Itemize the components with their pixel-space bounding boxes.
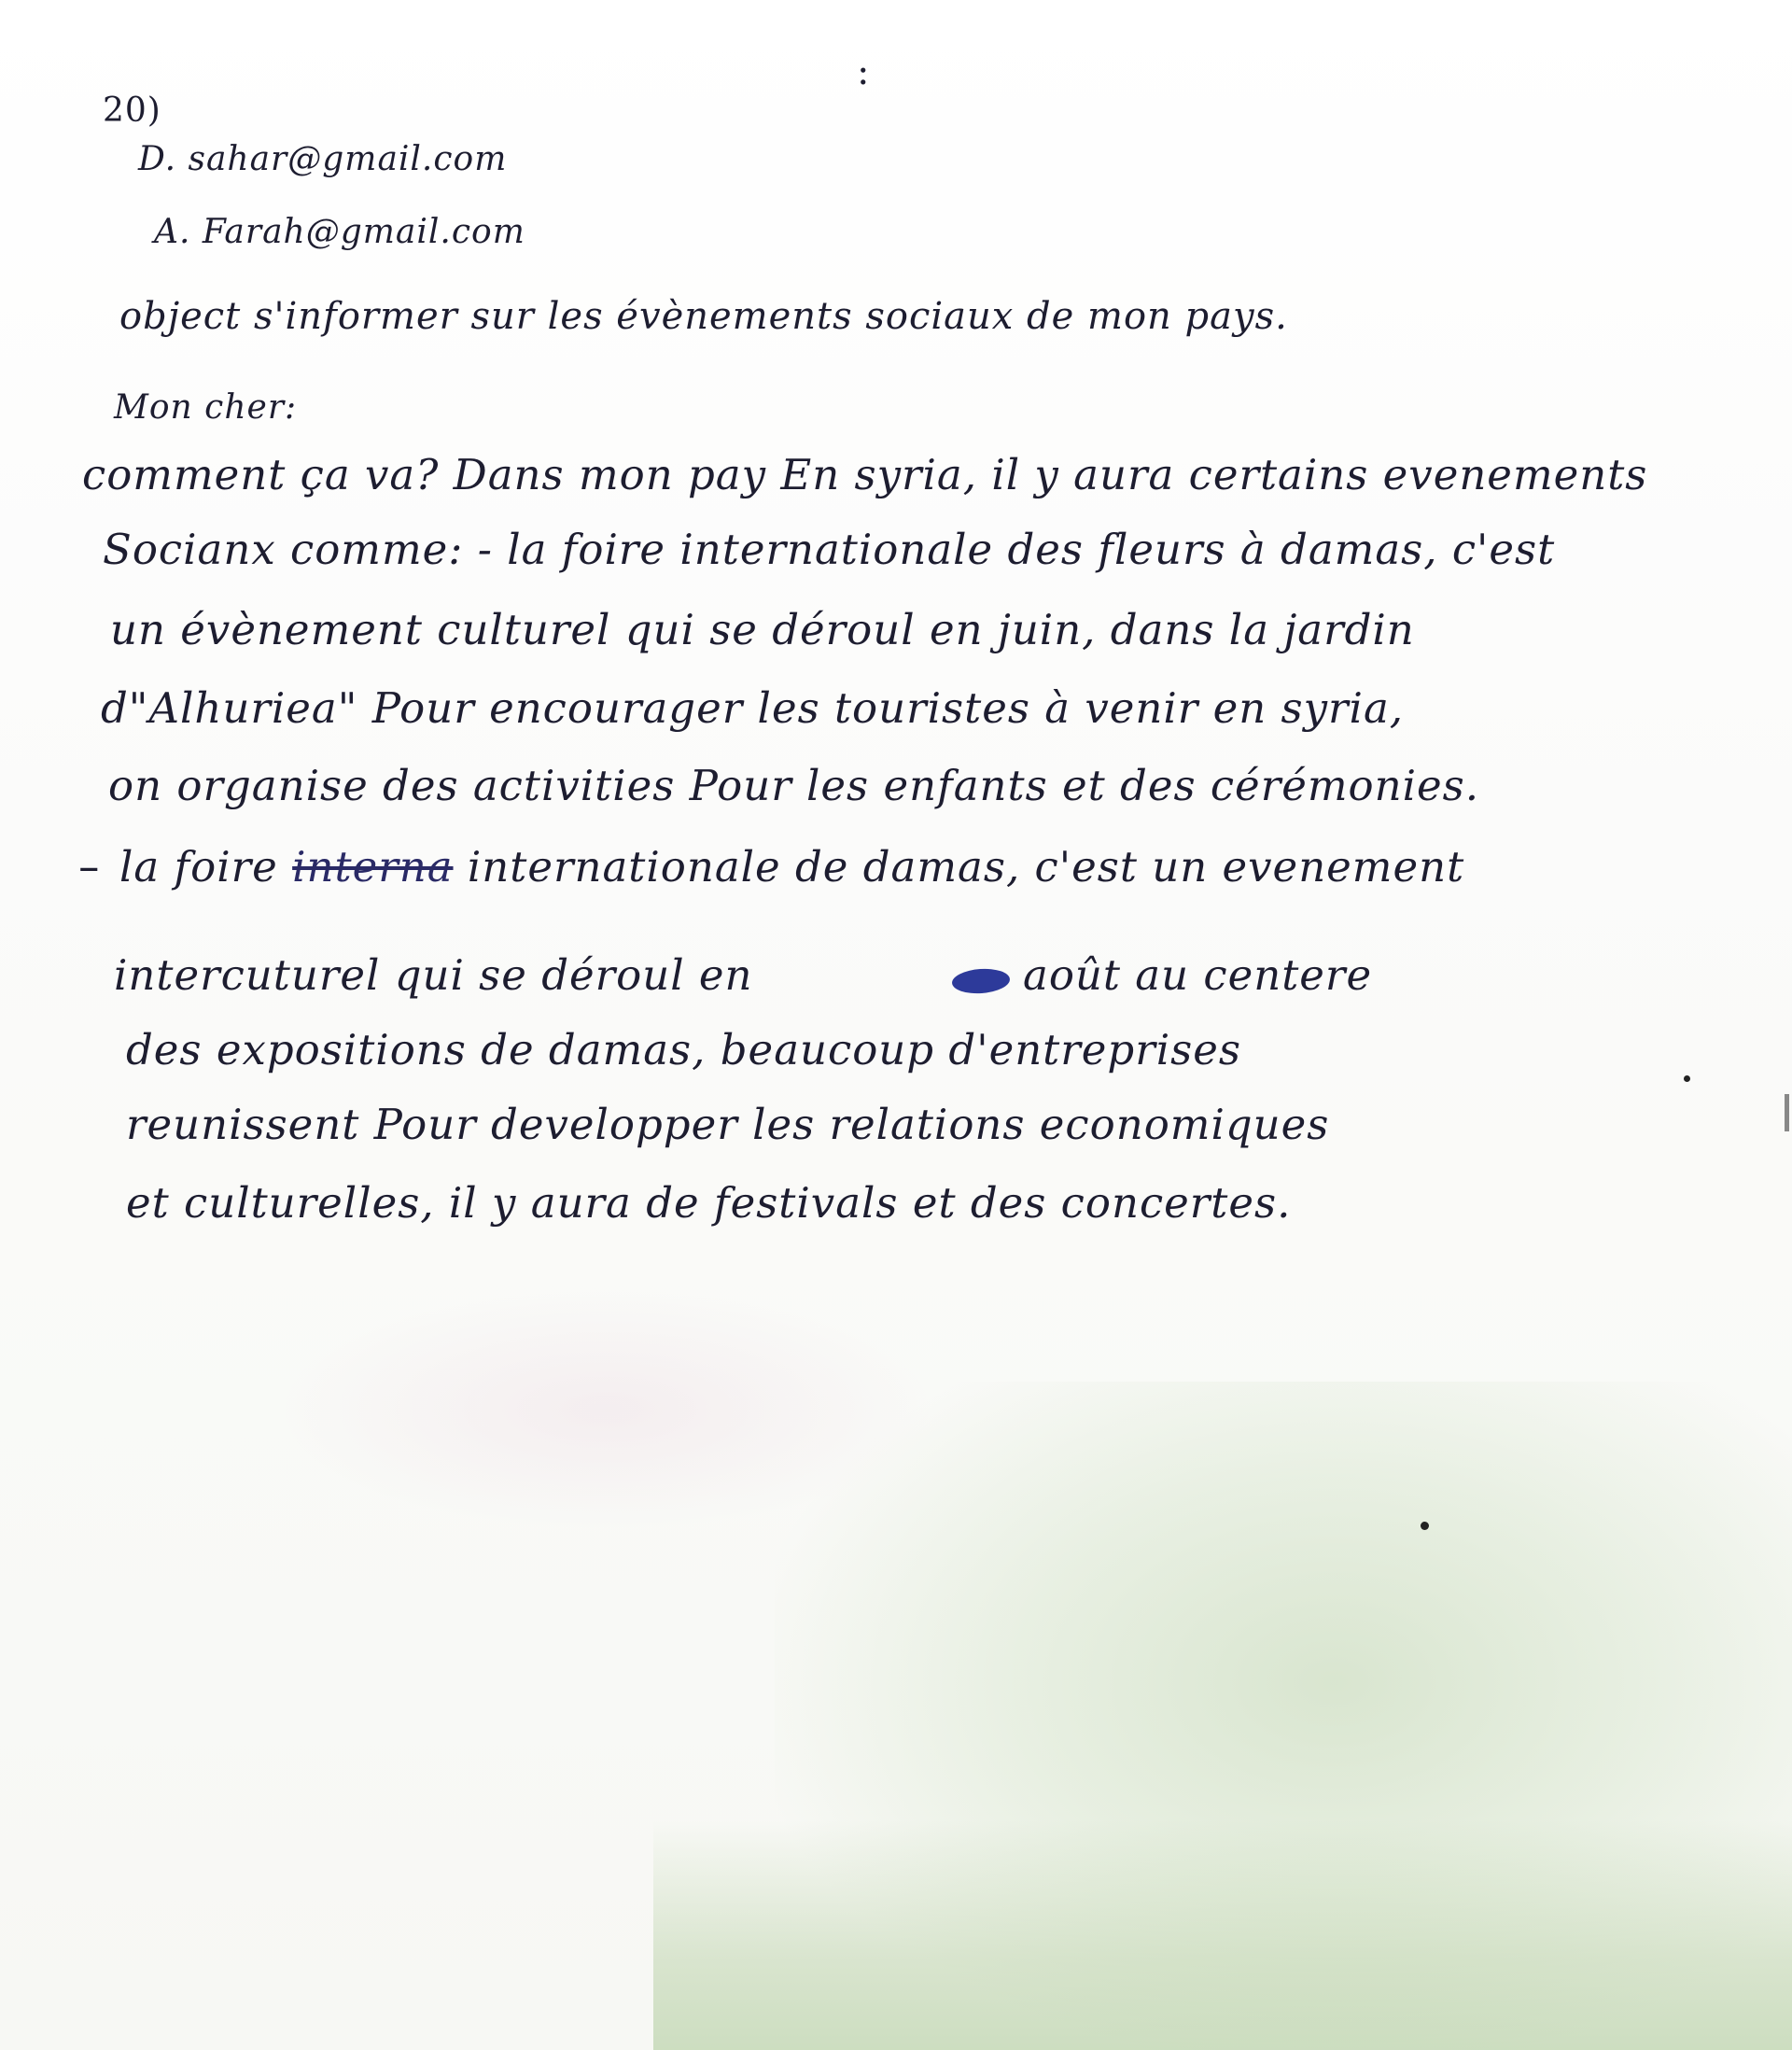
paper-stain xyxy=(653,1820,1792,2050)
stray-mark: : xyxy=(857,50,871,93)
sender-email: D. sahar@gmail.com xyxy=(138,140,508,178)
edge-mark xyxy=(1785,1094,1789,1131)
paragraph-text: internationale de damas, c'est un evenement xyxy=(467,842,1465,892)
paragraph-line: comment ça va? Dans mon pay En syria, il y aura certains evenements xyxy=(82,450,1648,499)
paragraph-line: d"Alhuriea" Pour encourager les touristes à venir en syria, xyxy=(101,683,1405,733)
paragraph-line: et culturelles, il y aura de festivals et des concertes. xyxy=(126,1178,1292,1228)
paragraph-text: la foire xyxy=(119,842,278,892)
ink-dot xyxy=(1421,1522,1429,1530)
ink-scribble xyxy=(951,967,1011,995)
recipient-email: A. Farah@gmail.com xyxy=(154,213,525,251)
paragraph-line: reunissent Pour developper les relations economiques xyxy=(126,1100,1330,1149)
paragraph-line: Socianx comme: - la foire internationale des fleurs à damas, c'est xyxy=(103,525,1556,574)
ink-dot xyxy=(1684,1075,1690,1082)
paragraph-line: on organise des activities Pour les enfants et des cérémonies. xyxy=(108,761,1479,810)
bullet-dash: – xyxy=(78,842,100,892)
struck-word: interna xyxy=(292,842,454,892)
subject-line: object s'informer sur les évènements sociaux de mon pays. xyxy=(119,295,1288,338)
paragraph-line-2-start xyxy=(119,842,1464,892)
exercise-number: 20) xyxy=(103,91,161,130)
paragraph-line: intercuturel qui se déroul en xyxy=(114,950,753,1000)
greeting: Mon cher: xyxy=(114,388,298,427)
paragraph-line: août au centere xyxy=(1023,950,1373,1000)
paragraph-line: des expositions de damas, beaucoup d'entreprises xyxy=(126,1025,1241,1074)
paragraph-line: un évènement culturel qui se déroul en juin, dans la jardin xyxy=(110,605,1415,654)
